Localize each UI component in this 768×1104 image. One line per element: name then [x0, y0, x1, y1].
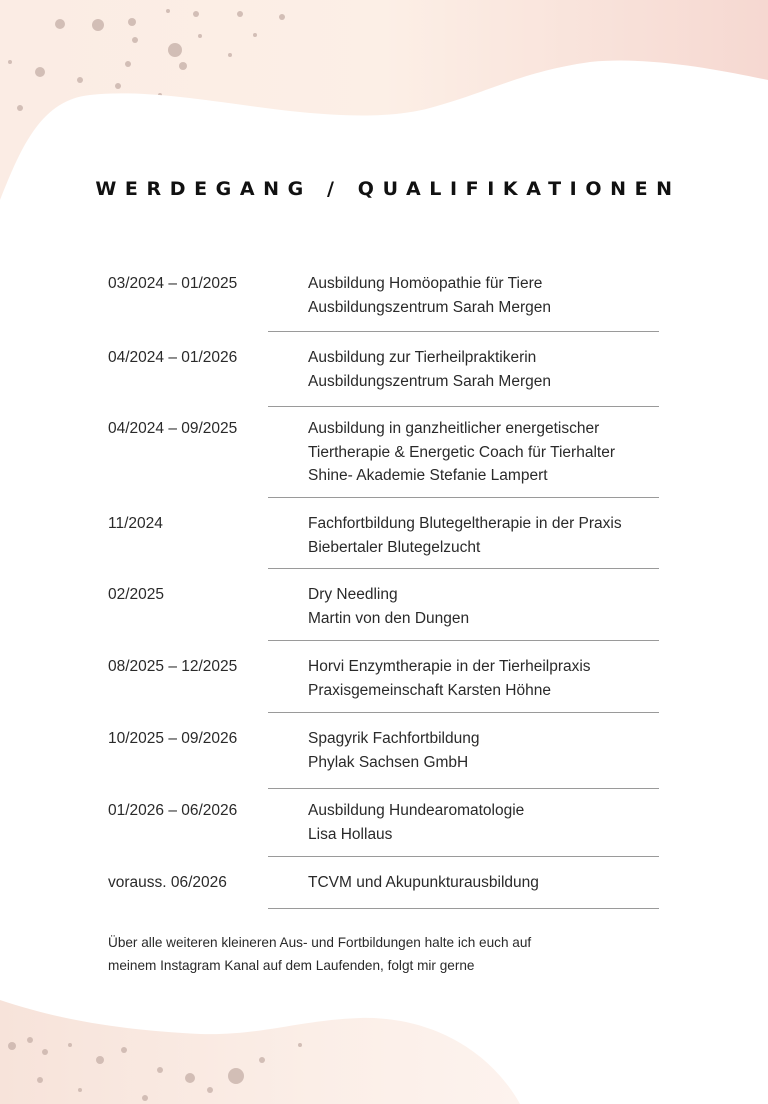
- entry-date: 01/2026 – 06/2026: [108, 802, 238, 819]
- qualification-entry: [0, 857, 768, 908]
- qualification-entry: [0, 407, 768, 497]
- entry-description: Spagyrik Fachfortbildung Phylak Sachsen GmbH: [308, 730, 480, 771]
- entry-date: 03/2024 – 01/2025: [108, 275, 238, 292]
- entry-description: Ausbildung zur Tierheilpraktikerin Ausbildungszentrum Sarah Mergen: [308, 349, 551, 390]
- qualification-entry: [0, 789, 768, 856]
- entry-description: Ausbildung in ganzheitlicher energetischer Tiertherapie & Energetic Coach für Tierhalter Shine- Akademie Stefanie Lampert: [308, 420, 615, 484]
- page-title: WERDEGANG / QUALIFIKATIONEN: [95, 178, 681, 200]
- entry-description: TCVM und Akupunkturausbildung: [308, 874, 539, 891]
- qualification-entry: [0, 713, 768, 788]
- entry-date: 08/2025 – 12/2025: [108, 658, 238, 675]
- divider: [268, 908, 659, 909]
- qualification-entry: [0, 272, 768, 331]
- entry-description: Fachfortbildung Blutegeltherapie in der Praxis Biebertaler Blutegelzucht: [308, 515, 622, 556]
- entry-date: 04/2024 – 01/2026: [108, 349, 238, 366]
- footer-note: Über alle weiteren kleineren Aus- und Fortbildungen halte ich euch auf meinem Instagram Kanal auf dem Laufenden, folgt mir gerne: [108, 935, 532, 973]
- qualification-entry: [0, 569, 768, 640]
- entry-date: vorauss. 06/2026: [108, 874, 227, 891]
- qualification-list: [0, 272, 768, 909]
- entry-description: Horvi Enzymtherapie in der Tierheilpraxis Praxisgemeinschaft Karsten Höhne: [308, 658, 591, 699]
- entry-description: Ausbildung Homöopathie für Tiere Ausbildungszentrum Sarah Mergen: [308, 275, 551, 316]
- qualification-entry: [0, 641, 768, 712]
- entry-date: 11/2024: [108, 515, 163, 532]
- entry-description: Ausbildung Hundearomatologie Lisa Hollaus: [308, 802, 525, 843]
- qualification-entry: [0, 498, 768, 568]
- entry-date: 04/2024 – 09/2025: [108, 420, 238, 437]
- qualification-entry: [0, 332, 768, 406]
- entry-description: Dry Needling Martin von den Dungen: [308, 586, 470, 627]
- entry-date: 10/2025 – 09/2026: [108, 730, 238, 747]
- entry-date: 02/2025: [108, 586, 165, 603]
